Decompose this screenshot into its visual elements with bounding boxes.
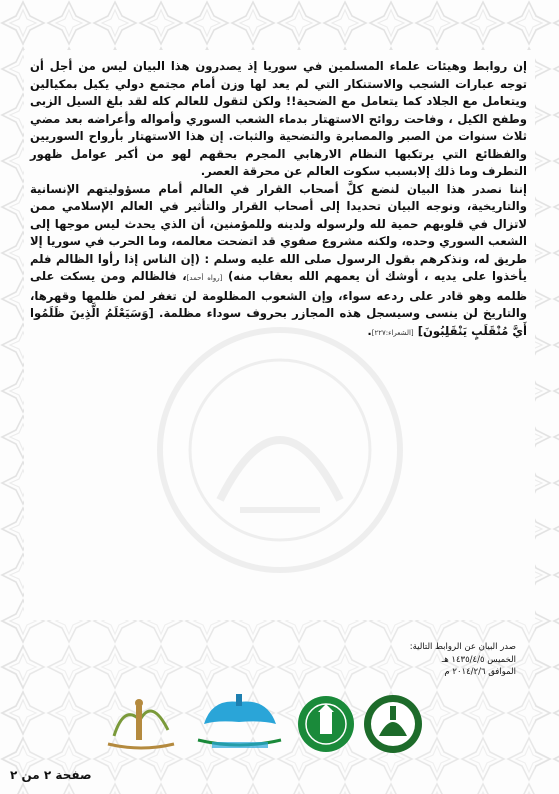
logo-syrian-scholars	[362, 690, 424, 758]
paragraph-2-main: إننا نصدر هذا البيان لنضع كلَّ أصحاب القرار في العالم أمام مسؤوليتهم الإنسانية والتاريخية، ونوجه البيان تحديدا إلى أصحاب القرار والتأثير في العالم الإسلامي ممن لاتزال في قلوبهم حمية لله ولرسوله ولدينه وللمؤمنين، أن الذي يحدث ليس موجها إلى الشعب السوري وحده، ولكنه مشروع صفوي قد اتضحت معالمه، وما الحرب في سوريا إلا طريق له، ونذكرهم بقول الرسول صلى الله عليه وسلم : (إن الناس إذا رأوا الظالم فلم يأخذوا على يديه ، أوشك أن يعمهم الله بعقاب منه)	[30, 181, 528, 283]
paragraph-2-middle: ، فالظالم ومن يسكت على ظلمه وهو قادر على ردعه سواء، وإن الشعوب المظلومة لن تغفر لمن ظلمها وقهرها، والتاريخ لن ينسى وسيسجل هذه المجازر بحروف سوداء مظلمة.	[30, 269, 527, 320]
paragraph-1: إن روابط وهيئات علماء المسلمين في سوريا إذ يصدرون هذا البيان ليس من أجل أن توجه عبارات الشجب والاستنكار التي لم يعد لها وزن أمام مجتمع دولي يكيل بمكيالين ويتعامل مع الجلاد كما يتعامل مع الضحية!! ولكن لتقول للعالم كله لقد بلغ السيل الزبى وطفح الكيل ، وفاحت روائح الاستهتار بدماء الشعب السوري وأمواله وأعراضه بعد مضي ثلاث سنوات من الصبر والمصابرة والتضحية والثبات. إن هذا الاستهتار بأرواح السوريين والفظائع التي يرتكبها النظام الارهابي المجرم بحقهم لهو من أكبر عوامل ظهور التطرف وما ذلك إلابسبب سكوت العالم عن محرقة العصر.	[30, 59, 527, 178]
issue-date-hijri: الخميس ١٤٣٥/٤/٥ هـ	[441, 654, 516, 665]
issue-line-1: صدر البيان عن الروابط التالية:	[409, 642, 516, 652]
page-number: صفحة ٢ من ٢	[10, 768, 92, 782]
logo-sham-islamic-blue	[192, 690, 287, 758]
logo-ahl-alilm	[100, 690, 182, 758]
issue-info	[346, 641, 516, 679]
watermark-logo	[110, 300, 450, 600]
quran-citation: [الشعراء:٢٢٧]	[371, 328, 414, 337]
statement-body	[30, 58, 527, 342]
hadith-citation: [رواه أحمد]	[186, 274, 223, 282]
quran-verse: [وَسَيَعْلَمُ الَّذِينَ ظَلَمُوا أَيَّ مُنْقَلَبٍ يَنْقَلِبُونَ]	[30, 306, 527, 338]
paragraph-2-end: .	[367, 323, 372, 338]
signatory-logos	[100, 690, 540, 760]
logo-sham-islamic-green	[296, 690, 356, 758]
issue-date-gregorian: الموافق ٢٠١٤/٢/٦ م	[444, 667, 516, 677]
paragraph-2	[30, 181, 527, 343]
